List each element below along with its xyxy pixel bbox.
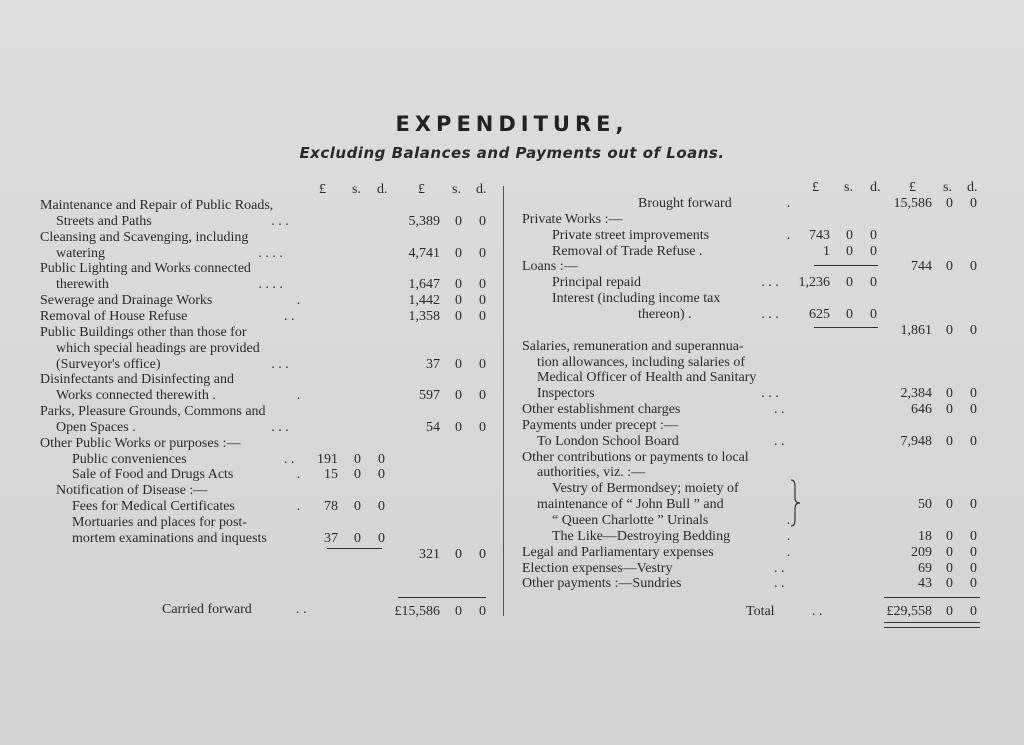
left-total-pence: 0: [479, 388, 486, 403]
left-line-dots: . .: [284, 452, 295, 467]
left-line-text: Cleansing and Scavenging, including: [40, 230, 249, 245]
brace-icon: [788, 478, 802, 528]
left-line-text: Open Spaces .: [56, 420, 136, 435]
right-total-shillings: 0: [946, 323, 953, 338]
carried-forward-shillings: 0: [455, 604, 462, 619]
right-line-text: Vestry of Bermondsey; moiety of: [552, 481, 739, 496]
right-total-shillings: 0: [946, 529, 953, 544]
right-line-dots: . . .: [761, 275, 779, 290]
left-sub-pence: 0: [378, 452, 385, 467]
left-sub-shilling-header: s.: [352, 182, 361, 197]
right-line-text: Salaries, remuneration and superannua-: [522, 339, 744, 354]
right-line-text: Inspectors: [537, 386, 595, 401]
left-total-pounds: 321: [419, 547, 440, 562]
right-total-pence: 0: [970, 545, 977, 560]
right-sub-pence-header: d.: [870, 180, 881, 195]
left-line-text: Public Lighting and Works connected: [40, 261, 251, 276]
right-line-dots: . .: [774, 576, 785, 591]
left-line-text: Sale of Food and Drugs Acts: [72, 467, 234, 482]
left-line-text: mortem examinations and inquests: [72, 531, 267, 546]
left-line-text: Other Public Works or purposes :—: [40, 436, 241, 451]
right-total-pence: 0: [970, 497, 977, 512]
left-line-dots: . . .: [271, 214, 289, 229]
right-total-pounds: 744: [911, 259, 932, 274]
right-line-text: Other establishment charges: [522, 402, 681, 417]
left-sub-shillings: 0: [354, 467, 361, 482]
left-total-pounds: 1,358: [408, 309, 440, 324]
right-total-pence: 0: [970, 434, 977, 449]
left-total-shillings: 0: [455, 214, 462, 229]
left-total-shilling-header: s.: [452, 182, 461, 197]
left-sub-pounds: 15: [324, 467, 338, 482]
right-sub-shillings: 0: [846, 244, 853, 259]
right-total-pence-header: d.: [967, 180, 978, 195]
right-total-shillings: 0: [946, 402, 953, 417]
right-total-pounds: 646: [911, 402, 932, 417]
right-line-dots: .: [786, 529, 791, 544]
right-total-pence: 0: [970, 561, 977, 576]
left-total-shillings: 0: [455, 309, 462, 324]
right-line-dots: . .: [774, 434, 785, 449]
left-total-pounds: 1,647: [408, 277, 440, 292]
right-line-text: Removal of Trade Refuse .: [552, 244, 703, 259]
left-total-shillings: 0: [455, 277, 462, 292]
left-line-text: Streets and Paths: [56, 214, 152, 229]
right-sub-pence: 0: [870, 228, 877, 243]
left-total-shillings: 0: [455, 547, 462, 562]
left-total-pence: 0: [479, 277, 486, 292]
left-sub-pence: 0: [378, 499, 385, 514]
left-total-pence: 0: [479, 309, 486, 324]
total-double-rule: [884, 622, 980, 628]
left-line-dots: .: [296, 467, 301, 482]
left-line-dots: .: [296, 499, 301, 514]
right-line-text: Brought forward: [638, 196, 732, 211]
right-total-pounds: 2,384: [900, 386, 932, 401]
right-sub-pounds: 1,236: [798, 275, 830, 290]
right-line-text: maintenance of “ John Bull ” and: [537, 497, 724, 512]
right-total-shilling-header: s.: [943, 180, 952, 195]
right-sub-pence: 0: [870, 307, 877, 322]
right-line-text: To London School Board: [537, 434, 679, 449]
right-total-pence: 0: [970, 259, 977, 274]
left-line-text: Maintenance and Repair of Public Roads,: [40, 198, 274, 213]
right-sub-pound-header: £: [812, 180, 819, 195]
left-sub-shillings: 0: [354, 452, 361, 467]
right-line-text: Other contributions or payments to local: [522, 450, 749, 465]
left-total-shillings: 0: [455, 388, 462, 403]
right-line-text: Loans :—: [522, 259, 578, 274]
carried-forward-label: Carried forward: [162, 602, 252, 617]
right-sub-pounds: 625: [809, 307, 830, 322]
right-total-shillings: 0: [946, 576, 953, 591]
left-total-shillings: 0: [455, 357, 462, 372]
left-line-dots: .: [296, 388, 301, 403]
right-line-text: Medical Officer of Health and Sanitary: [537, 370, 757, 385]
right-sub-shilling-header: s.: [844, 180, 853, 195]
left-line-dots: . . . .: [258, 246, 283, 261]
left-total-pence: 0: [479, 357, 486, 372]
right-line-dots: . .: [774, 561, 785, 576]
left-sub-pence: 0: [378, 531, 385, 546]
left-carried-rule: [398, 597, 486, 598]
left-total-shillings: 0: [455, 246, 462, 261]
right-total-pounds: 7,948: [900, 434, 932, 449]
left-line-text: Disinfectants and Disinfecting and: [40, 372, 235, 387]
right-total-shillings: 0: [946, 497, 953, 512]
carried-forward-total: £15,586: [394, 604, 440, 619]
right-line-dots: .: [786, 228, 791, 243]
grand-total-shillings: 0: [946, 604, 953, 619]
right-sub-pounds: 743: [809, 228, 830, 243]
right-total-pound-header: £: [909, 180, 916, 195]
right-total-shillings: 0: [946, 259, 953, 274]
left-total-pounds: 1,442: [408, 293, 440, 308]
left-total-pound-header: £: [418, 182, 425, 197]
left-line-text: Mortuaries and places for post-: [72, 515, 247, 530]
right-line-text: Legal and Parliamentary expenses: [522, 545, 714, 560]
left-line-text: Fees for Medical Certificates: [72, 499, 235, 514]
right-total-pence: 0: [970, 323, 977, 338]
left-total-pence: 0: [479, 214, 486, 229]
right-total-pence: 0: [970, 576, 977, 591]
right-line-dots: . . .: [761, 307, 779, 322]
right-line-text: Other payments :—Sundries: [522, 576, 682, 591]
page-subtitle: Excluding Balances and Payments out of Loans.: [299, 144, 725, 162]
left-total-pounds: 597: [419, 388, 440, 403]
right-line-text: authorities, viz. :—: [537, 465, 646, 480]
right-sub-pence: 0: [870, 244, 877, 259]
column-divider: [503, 186, 504, 616]
right-total-shillings: 0: [946, 386, 953, 401]
carried-forward-dots: . .: [296, 602, 307, 617]
left-line-dots: . . . .: [258, 277, 283, 292]
left-line-text: Removal of House Refuse: [40, 309, 188, 324]
grand-total: £29,558: [886, 604, 932, 619]
left-line-text: Public Buildings other than those for: [40, 325, 247, 340]
right-line-text: “ Queen Charlotte ” Urinals: [552, 513, 709, 528]
left-line-text: Notification of Disease :—: [56, 483, 208, 498]
left-line-text: Public conveniences: [72, 452, 187, 467]
page-title: EXPENDITURE,: [395, 112, 629, 136]
right-total-pounds: 69: [918, 561, 932, 576]
right-sub-pounds: 1: [823, 244, 830, 259]
right-total-rule: [884, 597, 980, 598]
left-total-pounds: 37: [426, 357, 440, 372]
left-line-text: which special headings are provided: [56, 341, 260, 356]
left-sub-pounds: 37: [324, 531, 338, 546]
right-sub-shillings: 0: [846, 228, 853, 243]
left-total-pounds: 5,389: [408, 214, 440, 229]
carried-forward-pence: 0: [479, 604, 486, 619]
right-total-pence: 0: [970, 529, 977, 544]
right-total-pounds: 50: [918, 497, 932, 512]
total-label: Total: [746, 604, 775, 619]
right-total-shillings: 0: [946, 545, 953, 560]
right-line-text: Principal repaid: [552, 275, 642, 290]
right-line-dots: . .: [774, 402, 785, 417]
right-line-dots: .: [786, 545, 791, 560]
left-total-pounds: 4,741: [408, 246, 440, 261]
left-total-shillings: 0: [455, 293, 462, 308]
left-line-text: Works connected therewith .: [56, 388, 216, 403]
right-total-pounds: 15,586: [893, 196, 932, 211]
right-total-pounds: 18: [918, 529, 932, 544]
right-total-pounds: 209: [911, 545, 932, 560]
left-total-pence-header: d.: [476, 182, 487, 197]
right-line-text: Private Works :—: [522, 212, 623, 227]
right-total-pence: 0: [970, 196, 977, 211]
private-works-rule: [814, 265, 878, 266]
right-total-pence: 0: [970, 386, 977, 401]
left-sub-shillings: 0: [354, 499, 361, 514]
right-total-pounds: 43: [918, 576, 932, 591]
left-line-dots: .: [296, 293, 301, 308]
left-line-text: watering: [56, 246, 105, 261]
right-total-shillings: 0: [946, 196, 953, 211]
left-line-text: Sewerage and Drainage Works: [40, 293, 213, 308]
right-total-pence: 0: [970, 402, 977, 417]
left-sub-pence-header: d.: [377, 182, 388, 197]
left-subtotal-rule: [327, 548, 382, 549]
right-line-text: Private street improvements: [552, 228, 710, 243]
left-total-pence: 0: [479, 547, 486, 562]
right-line-text: thereon) .: [638, 307, 692, 322]
left-line-dots: . .: [284, 309, 295, 324]
right-line-text: Election expenses—Vestry: [522, 561, 673, 576]
left-line-text: Parks, Pleasure Grounds, Commons and: [40, 404, 266, 419]
right-total-shillings: 0: [946, 561, 953, 576]
left-total-shillings: 0: [455, 420, 462, 435]
right-total-pounds: 1,861: [900, 323, 932, 338]
total-dots: . .: [812, 604, 823, 619]
left-sub-pounds: 191: [317, 452, 338, 467]
right-line-dots: .: [786, 196, 791, 211]
right-line-text: tion allowances, including salaries of: [537, 355, 745, 370]
loans-rule: [814, 327, 878, 328]
left-total-pence: 0: [479, 420, 486, 435]
left-sub-pound-header: £: [319, 182, 326, 197]
right-line-text: Payments under precept :—: [522, 418, 678, 433]
right-line-dots: .: [786, 513, 791, 528]
left-line-text: (Surveyor's office): [56, 357, 161, 372]
right-sub-pence: 0: [870, 275, 877, 290]
right-sub-shillings: 0: [846, 307, 853, 322]
left-total-pence: 0: [479, 246, 486, 261]
left-line-dots: . . .: [271, 420, 289, 435]
left-line-dots: . . .: [271, 357, 289, 372]
right-line-text: The Like—Destroying Bedding: [552, 529, 731, 544]
right-sub-shillings: 0: [846, 275, 853, 290]
right-total-shillings: 0: [946, 434, 953, 449]
left-sub-pence: 0: [378, 467, 385, 482]
right-line-text: Interest (including income tax: [552, 291, 721, 306]
left-sub-pounds: 78: [324, 499, 338, 514]
left-total-pounds: 54: [426, 420, 440, 435]
left-total-pence: 0: [479, 293, 486, 308]
left-line-text: therewith: [56, 277, 109, 292]
left-sub-shillings: 0: [354, 531, 361, 546]
right-line-dots: . . .: [761, 386, 779, 401]
grand-total-pence: 0: [970, 604, 977, 619]
